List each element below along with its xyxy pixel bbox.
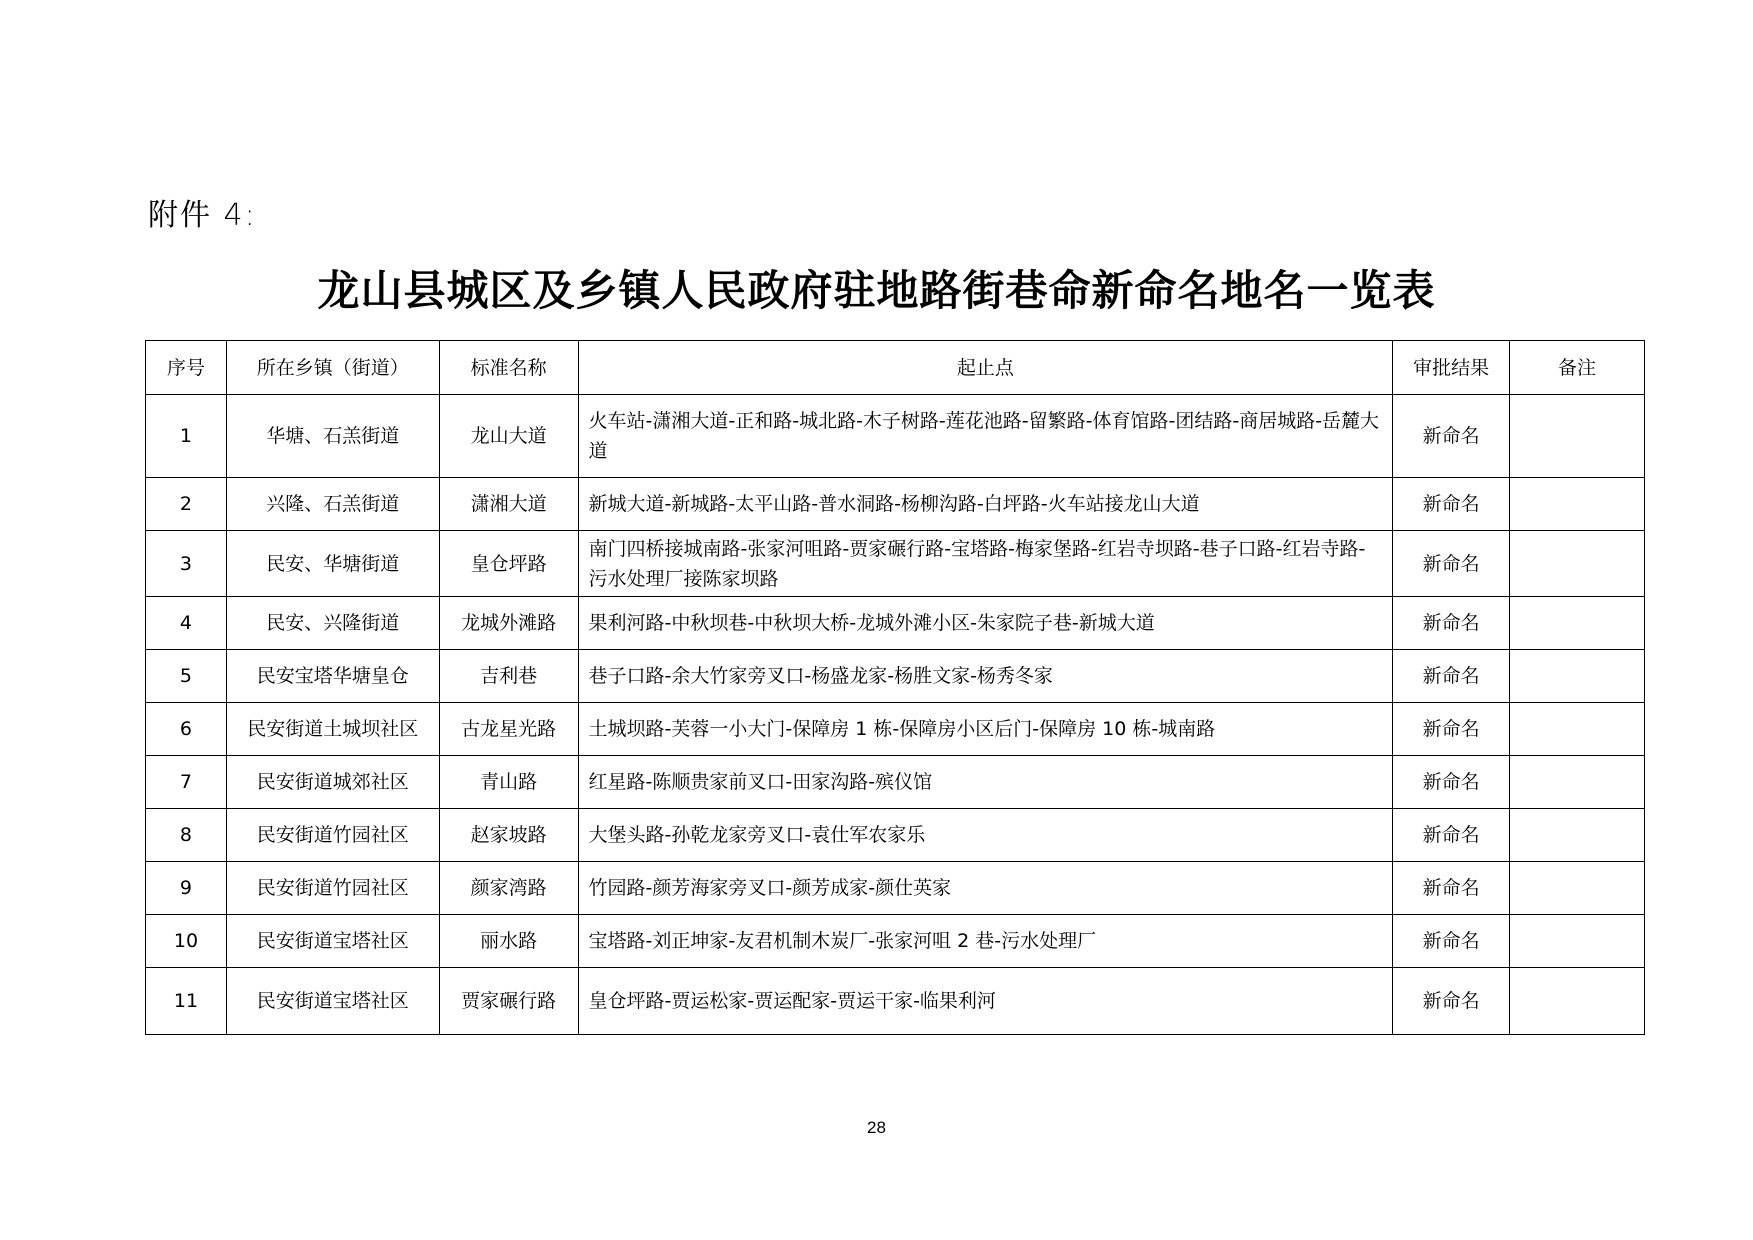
table-row [146,703,1645,756]
cell-note [1510,862,1645,915]
table-row [146,650,1645,703]
cell-route: 宝塔路-刘正坤家-友君机制木炭厂-张家河咀 2 巷-污水处理厂 [578,915,1393,968]
cell-index: 4 [146,597,227,650]
cell-standard-name: 潇湘大道 [439,478,578,531]
header-note: 备注 [1510,341,1645,395]
cell-town: 民安街道土城坝社区 [226,703,439,756]
cell-index: 9 [146,862,227,915]
cell-town: 民安街道宝塔社区 [226,915,439,968]
cell-result: 新命名 [1393,478,1510,531]
cell-note [1510,756,1645,809]
cell-route: 红星路-陈顺贵家前叉口-田家沟路-殡仪馆 [578,756,1393,809]
cell-index: 3 [146,531,227,597]
cell-result: 新命名 [1393,531,1510,597]
cell-note [1510,395,1645,478]
cell-index: 8 [146,809,227,862]
cell-route: 大堡头路-孙乾龙家旁叉口-袁仕军农家乐 [578,809,1393,862]
cell-route: 火车站-潇湘大道-正和路-城北路-木子树路-莲花池路-留繁路-体育馆路-团结路-商居城路-岳麓大道 [578,395,1393,478]
attachment-label: 附件 4: [148,198,257,233]
cell-standard-name: 颜家湾路 [439,862,578,915]
cell-result: 新命名 [1393,703,1510,756]
cell-note [1510,703,1645,756]
header-route: 起止点 [578,341,1393,395]
cell-note [1510,809,1645,862]
cell-result: 新命名 [1393,968,1510,1035]
table-row [146,862,1645,915]
cell-town: 民安、兴隆街道 [226,597,439,650]
cell-result: 新命名 [1393,395,1510,478]
cell-town: 民安街道宝塔社区 [226,968,439,1035]
cell-standard-name: 赵家坡路 [439,809,578,862]
cell-index: 5 [146,650,227,703]
cell-town: 民安街道竹园社区 [226,862,439,915]
cell-index: 7 [146,756,227,809]
cell-route: 竹园路-颜芳海家旁叉口-颜芳成家-颜仕英家 [578,862,1393,915]
cell-note [1510,968,1645,1035]
table-body [146,395,1645,1035]
cell-route: 巷子口路-余大竹家旁叉口-杨盛龙家-杨胜文家-杨秀冬家 [578,650,1393,703]
cell-route: 土城坝路-芙蓉一小大门-保障房 1 栋-保障房小区后门-保障房 10 栋-城南路 [578,703,1393,756]
place-name-table [145,340,1645,1035]
cell-index: 2 [146,478,227,531]
cell-standard-name: 皇仓坪路 [439,531,578,597]
cell-index: 11 [146,968,227,1035]
cell-standard-name: 吉利巷 [439,650,578,703]
table-header [146,341,1645,395]
table-row [146,809,1645,862]
cell-result: 新命名 [1393,756,1510,809]
cell-town: 民安街道竹园社区 [226,809,439,862]
cell-town: 民安街道城郊社区 [226,756,439,809]
cell-route: 果利河路-中秋坝巷-中秋坝大桥-龙城外滩小区-朱家院子巷-新城大道 [578,597,1393,650]
cell-note [1510,478,1645,531]
header-town: 所在乡镇（街道） [226,341,439,395]
table-row [146,968,1645,1035]
cell-standard-name: 龙山大道 [439,395,578,478]
cell-town: 民安、华塘街道 [226,531,439,597]
cell-index: 1 [146,395,227,478]
cell-route: 南门四桥接城南路-张家河咀路-贾家碾行路-宝塔路-梅家堡路-红岩寺坝路-巷子口路-红岩寺路-污水处理厂接陈家坝路 [578,531,1393,597]
cell-note [1510,597,1645,650]
table-row [146,478,1645,531]
header-result: 审批结果 [1393,341,1510,395]
cell-route: 新城大道-新城路-太平山路-普水洞路-杨柳沟路-白坪路-火车站接龙山大道 [578,478,1393,531]
cell-result: 新命名 [1393,809,1510,862]
document-title: 龙山县城区及乡镇人民政府驻地路街巷命新命名地名一览表 [317,266,1436,315]
table-row [146,597,1645,650]
cell-index: 6 [146,703,227,756]
cell-standard-name: 青山路 [439,756,578,809]
table-row [146,531,1645,597]
table-row [146,395,1645,478]
table-row [146,915,1645,968]
table-row [146,756,1645,809]
page-number: 28 [867,1118,886,1137]
cell-standard-name: 丽水路 [439,915,578,968]
cell-note [1510,650,1645,703]
cell-town: 兴隆、石羔街道 [226,478,439,531]
header-row [146,341,1645,395]
cell-result: 新命名 [1393,915,1510,968]
cell-route: 皇仓坪路-贾运松家-贾运配家-贾运干家-临果利河 [578,968,1393,1035]
cell-note [1510,915,1645,968]
cell-standard-name: 古龙星光路 [439,703,578,756]
cell-standard-name: 龙城外滩路 [439,597,578,650]
header-standard-name: 标准名称 [439,341,578,395]
cell-result: 新命名 [1393,862,1510,915]
cell-town: 民安宝塔华塘皇仓 [226,650,439,703]
cell-index: 10 [146,915,227,968]
cell-town: 华塘、石羔街道 [226,395,439,478]
cell-standard-name: 贾家碾行路 [439,968,578,1035]
cell-note [1510,531,1645,597]
cell-result: 新命名 [1393,650,1510,703]
header-index: 序号 [146,341,227,395]
cell-result: 新命名 [1393,597,1510,650]
